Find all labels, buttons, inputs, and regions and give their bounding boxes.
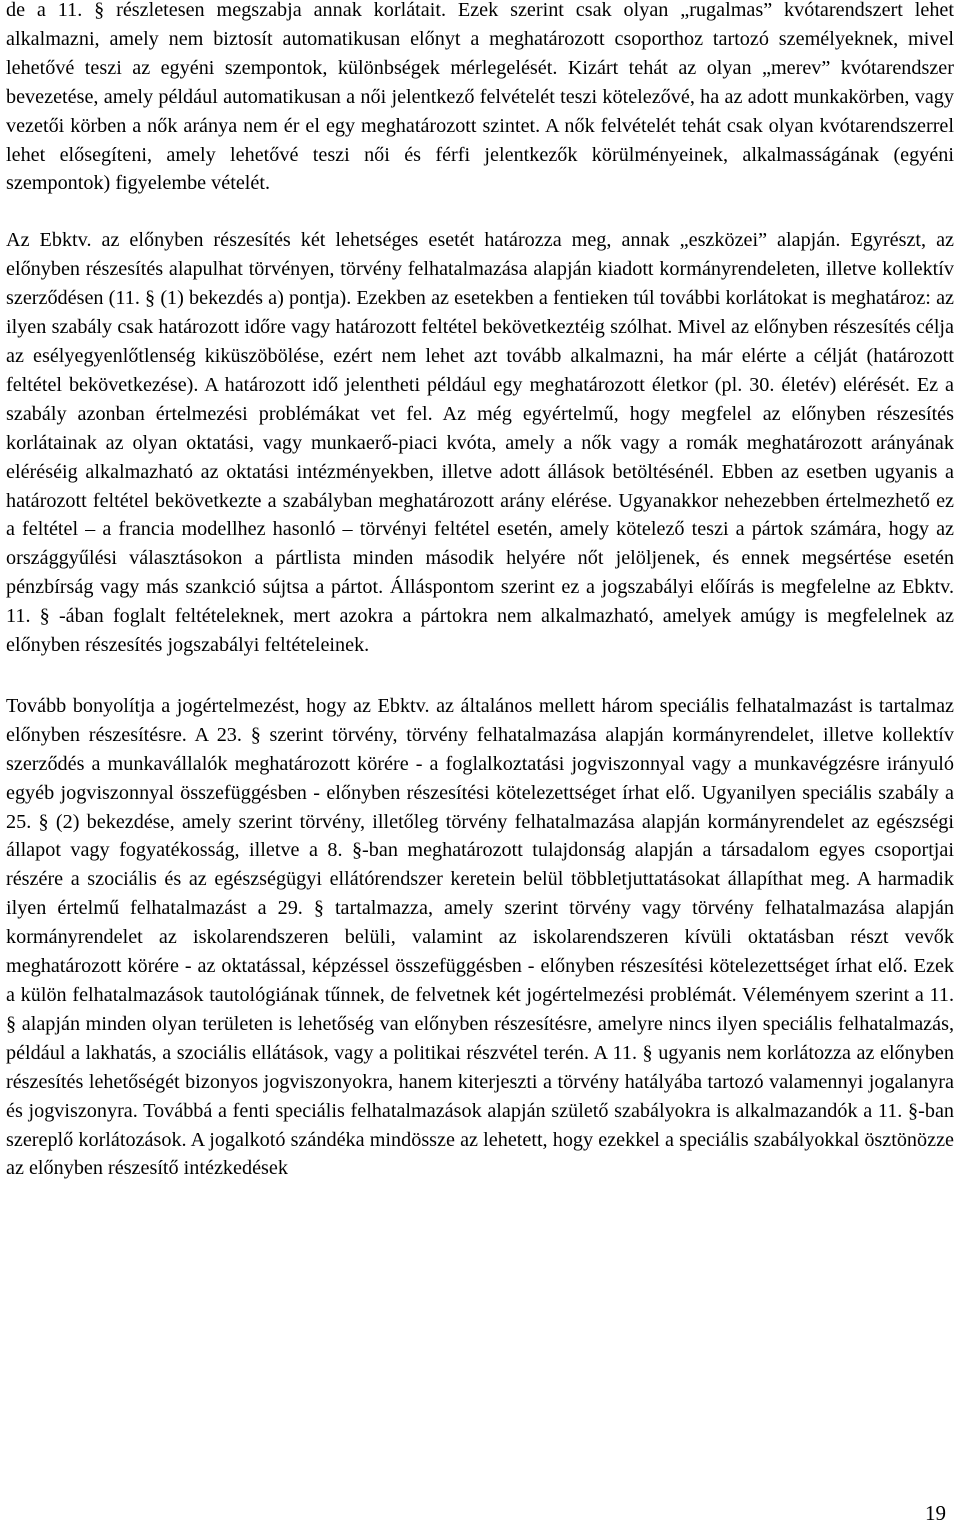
paragraph-special-authorizations: Tovább bonyolítja a jogértelmezést, hogy az Ebktv. az általános mellett három speciális felhatalmazást is tartalmaz előnyben részesítésre. A 23. § szerint törvény, törvény felhatalmazása alapján kormányrendelet, illetve kollektív szerződés a munkavállalók meghatározott körére - a foglalkoztatási jogviszonnyal vagy a munkavégzésre irányuló egyéb jogviszonnyal összefüggésben - előnyben részesítési kötelezettséget írhat elő. Ugyanilyen speciális szabály a 25. § (2) bekezdése, amely szerint törvény, illetőleg törvény felhatalmazása alapján kormányrendelet az egészségi állapot vagy fogyatékosság, illetve a 8. §-ban meghatározott tulajdonság alapján a társadalom egyes csoportjai részére a szociális és az egészségügyi ellátórendszer keretein belül többletjuttatásokat állapíthat meg. A harmadik ilyen értelmű felhatalmazást a 29. § tartalmazza, amely szerint törvény vagy törvény felhatalmazása alapján kormányrendelet az iskolarendszeren belüli, valamint az iskolarendszeren kívüli oktatásban részt vevők meghatározott körére - az oktatással, képzéssel összefüggésben - előnyben részesítési kötelezettséget írhat elő. Ezek a külön felhatalmazások tautológiának tűnnek, de felvetnek két jogértelmezési problémát. Véleményem szerint a 11. § alapján minden olyan területen is lehetőség van előnyben részesítésre, amelyre nincs ilyen speciális felhatalmazás, például a lakhatás, a szociális ellátások, vagy a politikai részvétel terén. A 11. § ugyanis nem korlátozza az előnyben részesítés lehetőségét bizonyos jogviszonyokra, hanem kiterjeszti a törvény hatályába tartozó valamennyi jogalanyra és jogviszonyra. Továbbá a fenti speciális felhatalmazások alapján születő szabályokra is alkalmazandók a 11. §-ban szereplő korlátozások. A jogalkotó szándéka mindössze az lehetett, hogy ezekkel a speciális szabályokkal ösztönözze az előnyben részesítő intézkedések bbox=[6, 694, 954, 1180]
page-number: 19 bbox=[925, 1501, 946, 1525]
paragraph-preferential-treatment-cases: Az Ebktv. az előnyben részesítés két lehetséges esetét határozza meg, annak „eszközei” alapján. Egyrészt, az előnyben részesítés alapulhat törvényen, törvény felhatalmazása alapján kiadott kormányrendeleten, illetve kollektív szerződésen (11. § (1) bekezdés a) pontja). Ezekben az esetekben a fentieken túl további korlátokat is meghatároz: az ilyen szabály csak határozott időre vagy határozott feltétel bekövetkeztéig szólhat. Mivel az előnyben részesítés célja az esélyegyenlőtlenség kiküszöbölése, ezért nem lehet azt tovább alkalmazni, ha már elérte a célját (határozott feltétel bekövetkezése). A határozott idő jelentheti például egy meghatározott életkor (pl. 30. életév) elérését. Ez a szabály azonban értelmezési problémákat vet fel. Az még egyértelmű, hogy megfelel az előnyben részesítés korlátainak az olyan oktatási, vagy munkaerő-piaci kvóta, amely a nők vagy a romák meghatározott arányának eléréséig alkalmazható az oktatási intézményekben, illetve adott állások betöltésénél. Ebben az esetben ugyanis a határozott feltétel bekövetkezte a szabályban meghatározott arány elérése. Ugyanakkor nehezebben értelmezhető ez a feltétel – a francia modellhez hasonló – törvényi feltétel esetén, amely kötelező teszi a pártok számára, hogy az országgyűlési választásokon a pártlista minden második helyére nőt jelöljenek, és ennek megsértése esetén pénzbírság vagy más szankció sújtsa a pártot. Álláspontom szerint ez a jogszabályi előírás is megfelelne az Ebktv. 11. § -ában foglalt feltételeknek, mert azokra a pártokra nem alkalmazható, amelyek amúgy is megfelelnek az előnyben részesítés jogszabályi feltételeinek. bbox=[6, 229, 954, 657]
paragraph-quota-limits: de a 11. § részletesen megszabja annak korlátait. Ezek szerint csak olyan „rugalmas” kvótarendszert lehet alkalmazni, amely nem biztosít automatikusan előnyt a meghatározott csoporthoz tartozó személyeknek, mivel lehetővé teszi az egyéni szempontok, különbségek mérlegelését. Kizárt tehát az olyan „merev” kvótarendszer bevezetése, amely például automatikusan a női jelentkező felvételét teszi kötelezővé, ha az adott munkakörben, vagy vezetői körben a nők aránya nem ér el egy meghatározott szintet. A nők felvételét tehát csak olyan kvótarendszerrel lehet elősegíteni, amely lehetővé teszi női és férfi jelentkezők körülményeinek, alkalmasságának (egyéni szempontok) figyelembe vételét. bbox=[6, 0, 954, 195]
